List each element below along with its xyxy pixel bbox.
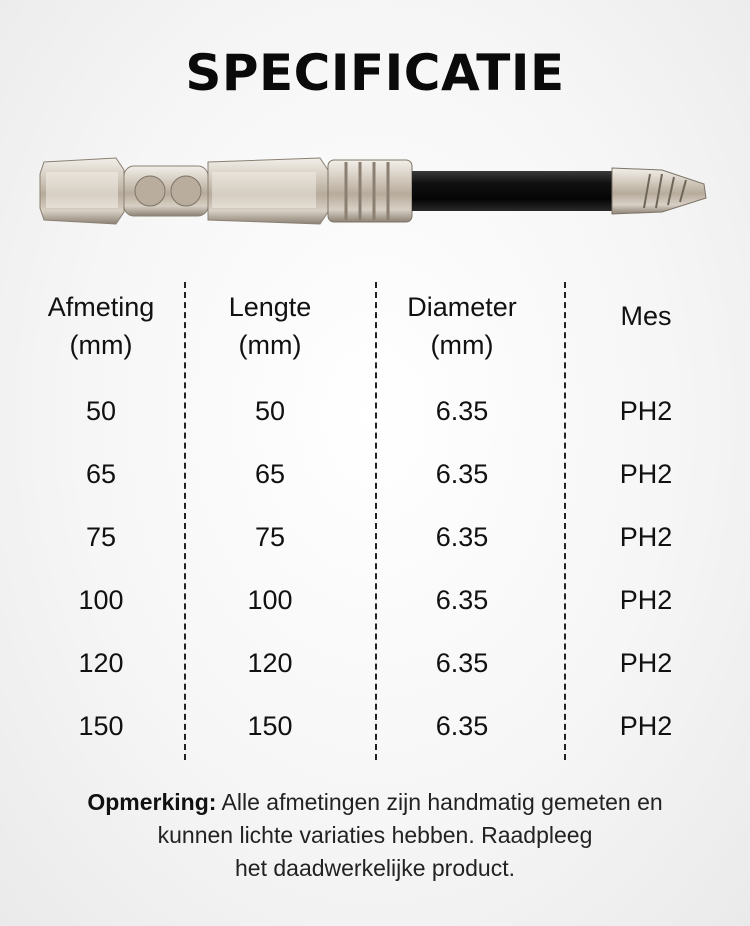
table-cell: 6.35	[435, 585, 489, 615]
table-cell: 50	[254, 396, 286, 426]
column-header-lengte	[186, 288, 354, 364]
screwdriver-bit-icon	[38, 150, 712, 232]
table-cell: 50	[85, 396, 117, 426]
table-cell: 150	[78, 711, 124, 741]
note-text-line1: Alle afmetingen zijn handmatig gemeten en	[216, 789, 663, 815]
table-cell: 6.35	[435, 711, 489, 741]
table-cell: 6.35	[435, 459, 489, 489]
column-mes	[566, 282, 726, 760]
table-cell: PH2	[619, 522, 673, 552]
header-unit: (mm)	[430, 330, 494, 360]
column-header-diameter	[377, 288, 547, 364]
header-label: Mes	[620, 301, 672, 331]
table-cell: 120	[78, 648, 124, 678]
table-cell: 75	[85, 522, 117, 552]
table-cell: 6.35	[435, 396, 489, 426]
table-cell: 100	[78, 585, 124, 615]
header-unit: (mm)	[69, 330, 133, 360]
table-cell: 75	[254, 522, 286, 552]
table-cell: 65	[85, 459, 117, 489]
header-unit: (mm)	[238, 330, 302, 360]
table-cell: 6.35	[435, 648, 489, 678]
column-header-mes	[566, 297, 726, 335]
spec-table	[16, 282, 734, 760]
note-text-line3: het daadwerkelijke product.	[235, 855, 515, 881]
table-cell: 120	[247, 648, 293, 678]
column-lengte	[186, 282, 354, 760]
column-diameter	[377, 282, 547, 760]
page-title: SPECIFICATIE	[185, 44, 565, 102]
table-cell: PH2	[619, 585, 673, 615]
measurement-note	[30, 786, 720, 885]
header-label: Afmeting	[47, 292, 155, 322]
header-label: Lengte	[228, 292, 312, 322]
header-label: Diameter	[407, 292, 517, 322]
table-cell: PH2	[619, 396, 673, 426]
table-cell: PH2	[619, 711, 673, 741]
table-cell: 100	[247, 585, 293, 615]
table-cell: 6.35	[435, 522, 489, 552]
table-cell: PH2	[619, 459, 673, 489]
column-header-afmeting	[16, 288, 186, 364]
note-text-line2: kunnen lichte variaties hebben. Raadpleeg	[157, 822, 593, 848]
table-cell: PH2	[619, 648, 673, 678]
column-afmeting	[16, 282, 186, 760]
table-cell: 65	[254, 459, 286, 489]
note-label: Opmerking:	[87, 789, 217, 815]
table-cell: 150	[247, 711, 293, 741]
